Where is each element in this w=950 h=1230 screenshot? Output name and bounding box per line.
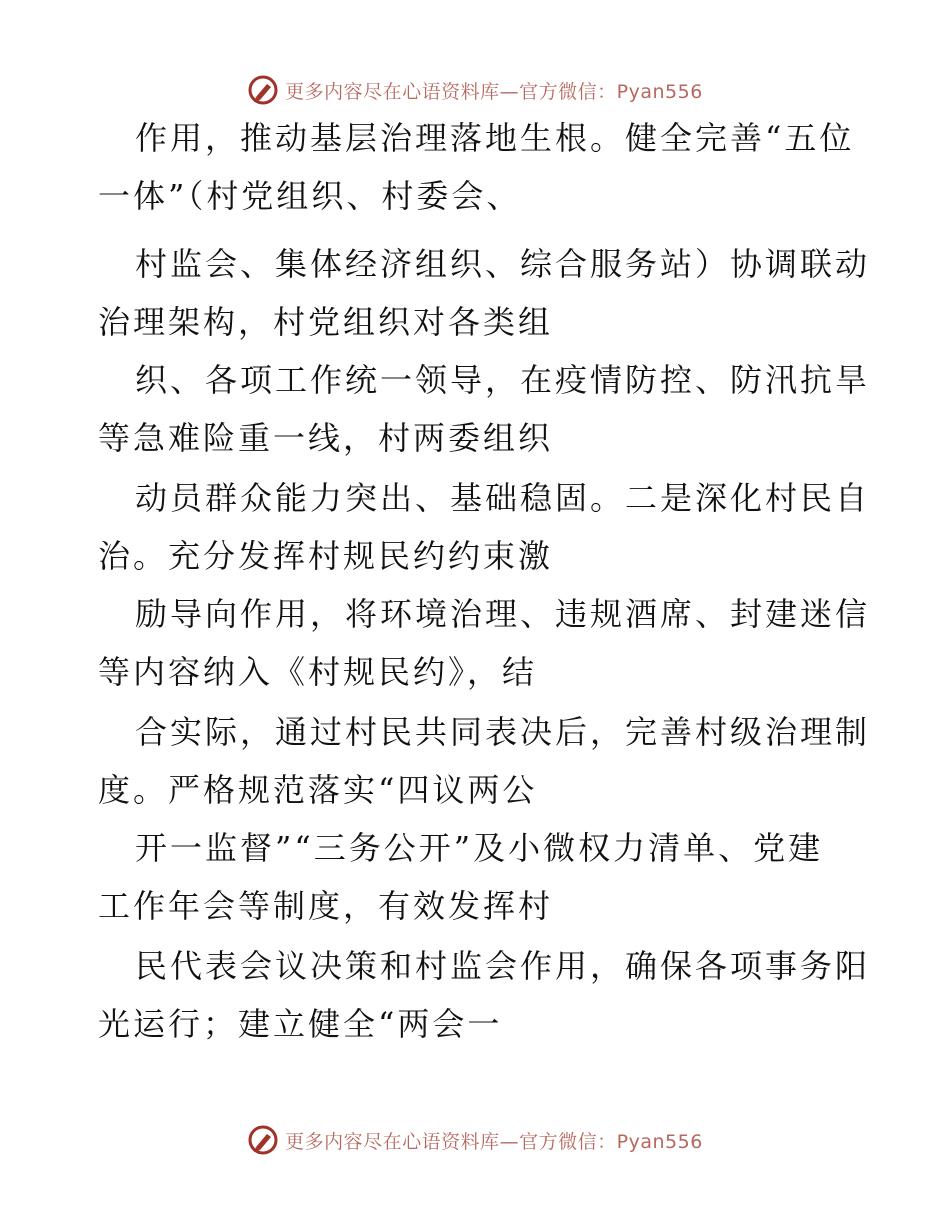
text-line: 民代表会议决策和村监会作用，确保各项事务阳 <box>135 947 871 985</box>
watermark-text: 更多内容尽在心语资料库—官方微信：Pyan556 <box>285 80 703 103</box>
footer-watermark-banner <box>0 1120 950 1160</box>
text-line: 度。严格规范落实“四议两公 <box>98 771 538 809</box>
text-line: 动员群众能力突出、基础稳固。二是深化村民自 <box>135 479 871 517</box>
text-line: 织、各项工作统一领导，在疫情防控、防汛抗旱 <box>135 361 871 399</box>
text-line: 村监会、集体经济组织、综合服务站）协调联动 <box>135 245 871 283</box>
watermark-text: 更多内容尽在心语资料库—官方微信：Pyan556 <box>285 1130 703 1153</box>
text-line: 一体”（村党组织、村委会、 <box>98 177 522 215</box>
text-line: 工作年会等制度，有效发挥村 <box>98 887 554 925</box>
text-line: 等内容纳入《村规民约》，结 <box>98 653 538 691</box>
text-line: 作用，推动基层治理落地生根。健全完善“五位 <box>135 119 855 157</box>
text-line: 开一监督”“三务公开”及小微权力清单、党建 <box>135 829 824 867</box>
pen-logo-icon <box>247 1124 279 1156</box>
text-line: 等急难险重一线，村两委组织 <box>98 419 554 457</box>
text-line: 光运行；建立健全“两会一 <box>98 1005 503 1043</box>
pen-logo-icon <box>247 74 279 106</box>
text-line: 治理架构，村党组织对各类组 <box>98 303 554 341</box>
text-line: 治。充分发挥村规民约约束激 <box>98 537 554 575</box>
header-watermark-banner <box>0 70 950 110</box>
text-line: 励导向作用，将环境治理、违规酒席、封建迷信 <box>135 595 871 633</box>
text-line: 合实际，通过村民共同表决后，完善村级治理制 <box>135 713 871 751</box>
